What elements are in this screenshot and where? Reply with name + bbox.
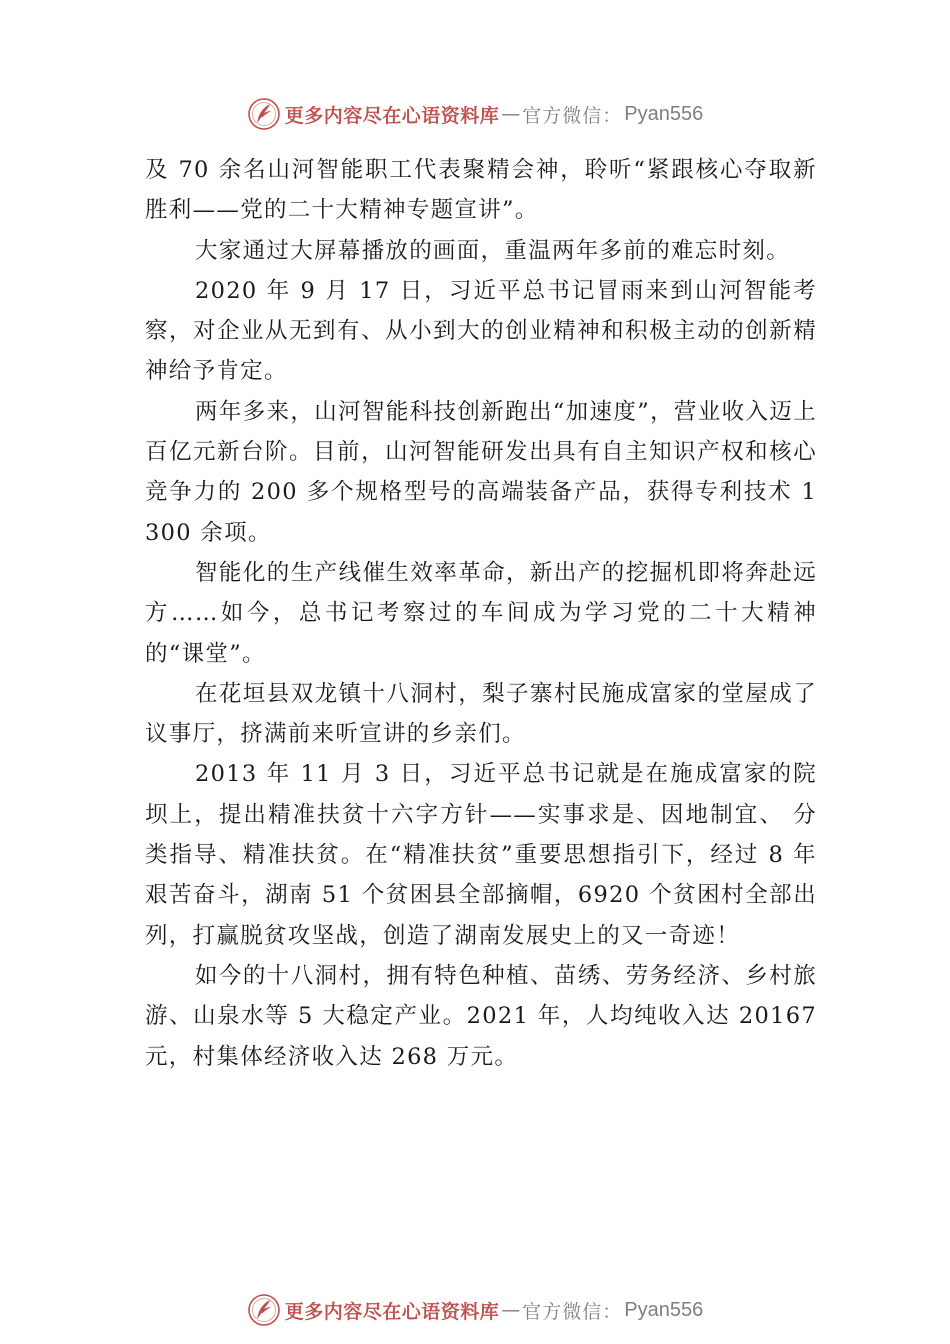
official-wechat-label: 官方微信： (522, 1300, 623, 1323)
footer-banner (0, 1290, 950, 1330)
paragraph: 智能化的生产线催生效率革命，新出产的挖掘机即将奔赴远方……如今，总书记考察过的车间成为学习党的二十大精神的“课堂”。 (145, 559, 817, 667)
document-body (145, 150, 817, 1077)
banner-dash: — (501, 103, 521, 125)
paragraph: 及 70 余名山河智能职工代表聚精会神，聆听“紧跟核心夺取新胜利——党的二十大精神专题宣讲”。 (145, 157, 817, 224)
quill-seal-icon (247, 97, 281, 131)
paragraph: 大家通过大屏幕播放的画面，重温两年多前的难忘时刻。 (195, 237, 791, 264)
brand-text: 更多内容尽在心语资料库 (284, 104, 500, 127)
wechat-id: Pyan556 (624, 102, 704, 125)
wechat-id: Pyan556 (624, 1298, 704, 1321)
header-banner (0, 94, 950, 134)
paragraph: 两年多来，山河智能科技创新跑出“加速度”，营业收入迈上百亿元新台阶。目前，山河智能研发出具有自主知识产权和核心竞争力的 200 多个规格型号的高端装备产品，获得专利技术 1300 余项。 (145, 398, 817, 546)
brand-text: 更多内容尽在心语资料库 (284, 1300, 500, 1323)
banner-dash: — (501, 1299, 521, 1321)
quill-seal-icon (247, 1293, 281, 1327)
paragraph: 在花垣县双龙镇十八洞村，梨子寨村民施成富家的堂屋成了议事厅，挤满前来听宣讲的乡亲们。 (145, 680, 817, 748)
paragraph: 如今的十八洞村，拥有特色种植、苗绣、劳务经济、乡村旅游、山泉水等 5 大稳定产业。2021 年，人均纯收入达 20167 元，村集体经济收入达 268 万元。 (145, 962, 817, 1070)
official-wechat-label: 官方微信： (522, 104, 623, 127)
paragraph: 2020 年 9 月 17 日，习近平总书记冒雨来到山河智能考察，对企业从无到有、从小到大的创业精神和积极主动的创新精神给予肯定。 (145, 277, 817, 385)
paragraph: 2013 年 11 月 3 日，习近平总书记就是在施成富家的院坝上，提出精准扶贫十六字方针——实事求是、因地制宜、 分类指导、精准扶贫。在“精准扶贫”重要思想指引下，经过 8 年艰苦奋斗，湖南 51 个贫困县全部摘帽，6920 个贫困村全部出列，打赢脱贫攻坚战，创造了湖南发展史上的又一奇迹！ (145, 761, 817, 949)
